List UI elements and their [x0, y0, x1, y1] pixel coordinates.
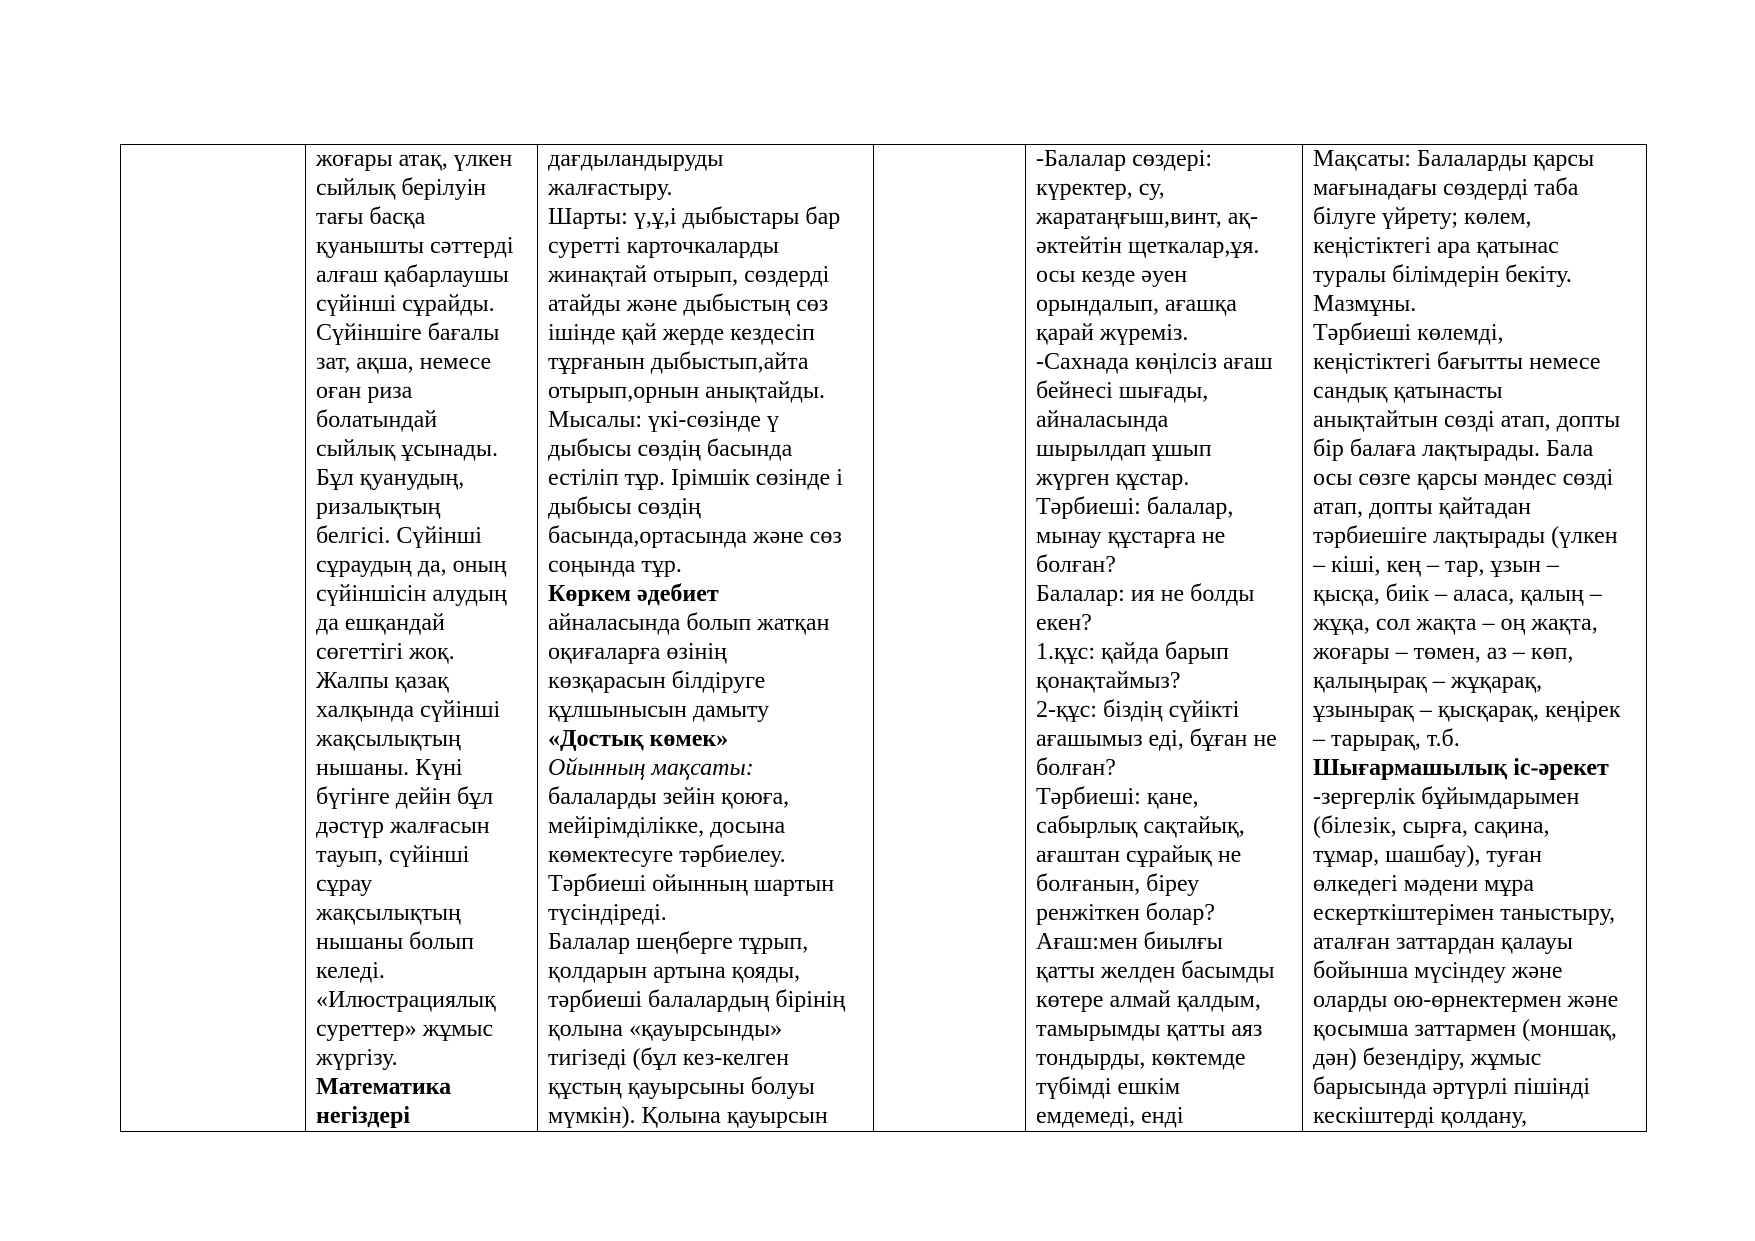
text-line: 1.құс: қайда барып [1036, 639, 1229, 665]
text-line: ағашымыз еді, бұған не [1036, 726, 1277, 752]
text-line: бойынша мүсіндеу және [1313, 958, 1563, 984]
text-line: барысында әртүрлі пішінді [1313, 1074, 1591, 1100]
text-line: келеді. [316, 958, 385, 984]
text-line: (білезік, сырға, сақина, [1313, 813, 1550, 839]
text-line: алғаш қабарлаушы [316, 262, 509, 288]
text-line: тауып, сүйінші [316, 842, 470, 868]
text-line: Мақсаты: Балаларды қарсы [1313, 146, 1595, 172]
text-line: Мысалы: үкі-сөзінде ү [548, 407, 779, 433]
text-line: ескерткіштерімен таныстыру, [1313, 900, 1616, 926]
text-line: сұрау [316, 871, 373, 897]
text-line: дыбысы сөздің басында [548, 436, 793, 462]
table-cell-col-1 [121, 145, 306, 1132]
text-line: ұзынырақ – қысқарақ, кеңірек [1313, 697, 1621, 723]
text-line: сөгеттігі жоқ. [316, 639, 455, 665]
text-line: естіліп тұр. Ірімшік сөзінде і [548, 465, 843, 491]
text-line: отырып,орнын анықтайды. [548, 378, 825, 404]
text-line: орындалып, ағашқа [1036, 291, 1237, 317]
text-line: жүрген құстар. [1036, 465, 1190, 491]
text-line: соңында тұр. [548, 552, 682, 578]
text-line: атап, допты қайтадан [1313, 494, 1531, 520]
text-line: сұраудың да, оның [316, 552, 507, 578]
text-line: сүйіншісін алудың [316, 581, 507, 607]
text-line: тәрбиешіге лақтырады (үлкен [1313, 523, 1618, 549]
text-line: дәстүр жалғасын [316, 813, 490, 839]
text-line: болған? [1036, 552, 1116, 578]
text-line: мағынадағы сөздерді таба [1313, 175, 1579, 201]
text-line: ағаштан сұрайық не [1036, 842, 1242, 868]
text-line: туралы білімдерін бекіту. [1313, 262, 1572, 288]
text-line: қатты желден басымды [1036, 958, 1275, 984]
text-line: сандық қатынасты [1313, 378, 1503, 404]
text-line: тәрбиеші балалардың бірінің [548, 987, 846, 1013]
text-line: халқында сүйінші [316, 697, 501, 723]
section-heading: «Достық көмек» [548, 726, 729, 752]
text-line: басында,ортасында және сөз [548, 523, 842, 549]
text-line: Балалар: ия не болды [1036, 581, 1255, 607]
text-line: құлшынысын дамыту [548, 697, 770, 723]
text-line: тұрғанын дыбыстып,айта [548, 349, 809, 375]
text-line: сүйінші сұрайды. [316, 291, 495, 317]
text-line: өлкедегі мәдени мұра [1313, 871, 1534, 897]
section-heading: негіздері [316, 1103, 411, 1129]
text-line: – тарырақ, т.б. [1313, 726, 1460, 752]
table-cell-col-5 [1026, 145, 1303, 1132]
text-line: Шарты: ү,ұ,і дыбыстары бар [548, 204, 841, 230]
text-line: әктейтін щеткалар,ұя. [1036, 233, 1260, 259]
text-line: құстың қауырсыны болуы [548, 1074, 815, 1100]
text-line: ренжіткен болар? [1036, 900, 1215, 926]
section-heading: Математика [316, 1074, 452, 1100]
text-line: сыйлық берілуін [316, 175, 487, 201]
text-line: білуге үйрету; көлем, [1313, 204, 1532, 230]
table-cell-col-4 [874, 145, 1026, 1132]
text-line: «Илюстрациялық [316, 987, 496, 1013]
text-line: жалғастыру. [548, 175, 673, 201]
text-line: айналасында [1036, 407, 1169, 433]
text-line: қарай жүреміз. [1036, 320, 1189, 346]
text-line: екен? [1036, 610, 1092, 636]
section-heading: Көркем әдебиет [548, 581, 719, 607]
text-line: қолдарын артына қояды, [548, 958, 801, 984]
text-line: емдемеді, енді [1036, 1103, 1184, 1129]
text-line: түсіндіреді. [548, 900, 667, 926]
text-line: 2-құс: біздің сүйікті [1036, 697, 1240, 723]
text-line: суреттер» жұмыс [316, 1016, 494, 1042]
text-line: күректер, су, [1036, 175, 1165, 201]
text-line: суретті карточкаларды [548, 233, 779, 259]
text-line: шырылдап ұшып [1036, 436, 1212, 462]
text-line: ризалықтың [316, 494, 441, 520]
text-line: дән) безендіру, жұмыс [1313, 1045, 1542, 1071]
text-line: осы сөзге қарсы мәндес сөзді [1313, 465, 1614, 491]
text-line: көтере алмай қалдым, [1036, 987, 1261, 1013]
text-line: тигізеді (бұл кез-келген [548, 1045, 789, 1071]
text-line: жұқа, сол жақта – оң жақта, [1313, 610, 1598, 636]
text-line: түбімді ешкім [1036, 1074, 1181, 1100]
text-line: осы кезде әуен [1036, 262, 1188, 288]
text-line: жүргізу. [316, 1045, 398, 1071]
text-line: жоғары – төмен, аз – көп, [1313, 639, 1574, 665]
text-line: Тәрбиеші: қане, [1036, 784, 1199, 810]
text-line: Сүйіншіге бағалы [316, 320, 500, 346]
text-line: жинақтай отырып, сөздерді [548, 262, 830, 288]
text-line: кеңістіктегі ара қатынас [1313, 233, 1559, 259]
text-line: мейірімділікке, досына [548, 813, 786, 839]
text-line: – кіші, кең – тар, ұзын – [1313, 552, 1559, 578]
text-line: Ағаш:мен биылғы [1036, 929, 1223, 955]
text-line: дыбысы сөздің [548, 494, 701, 520]
text-line: қонақтаймыз? [1036, 668, 1181, 694]
text-line: тамырымды қатты аяз [1036, 1016, 1263, 1042]
text-line: қалыңырақ – жұқарақ, [1313, 668, 1543, 694]
text-line: кеңістіктегі бағытты немесе [1313, 349, 1601, 375]
text-line: аталған заттардан қалауы [1313, 929, 1573, 955]
text-line: Бұл қуанудың, [316, 465, 465, 491]
table-cell-col-3 [538, 145, 874, 1132]
text-line: нышаны. Күні [316, 755, 463, 781]
text-line: бейнесі шығады, [1036, 378, 1209, 404]
text-line: қысқа, биік – аласа, қалың – [1313, 581, 1602, 607]
text-line: көмектесуге тәрбиелеу. [548, 842, 786, 868]
text-line: болғанын, біреу [1036, 871, 1200, 897]
text-line: атайды және дыбыстың сөз [548, 291, 829, 317]
table-row [121, 145, 1647, 1132]
table-cell-col-6 [1303, 145, 1647, 1132]
text-line: -зергерлік бұйымдарымен [1313, 784, 1580, 810]
text-line: көзқарасын білдіруге [548, 668, 766, 694]
text-line: белгісі. Сүйінші [316, 523, 482, 549]
text-line: қуанышты сәттерді [316, 233, 514, 259]
text-line: сабырлық сақтайық, [1036, 813, 1245, 839]
text-line: қолына «қауырсынды» [548, 1016, 783, 1042]
text-line: нышаны болып [316, 929, 474, 955]
text-line: оқиғаларға өзінің [548, 639, 727, 665]
text-line: тағы басқа [316, 204, 426, 230]
text-line: жақсылықтың [316, 726, 461, 752]
text-line: бір балаға лақтырады. Бала [1313, 436, 1594, 462]
italic-label: Ойынның мақсаты: [548, 755, 754, 781]
text-line: анықтайтын сөзді атап, допты [1313, 407, 1621, 433]
text-line: -Сахнада көңілсіз ағаш [1036, 349, 1273, 375]
text-line: айналасында болып жатқан [548, 610, 830, 636]
text-line: -Балалар сөздері: [1036, 146, 1213, 172]
text-line: жоғары атақ, үлкен [316, 146, 513, 172]
text-line: болатындай [316, 407, 438, 433]
text-line: болған? [1036, 755, 1116, 781]
text-line: мүмкін). Қолына қауырсын [548, 1103, 828, 1129]
table-cell-col-2 [306, 145, 538, 1132]
text-line: бүгінге дейін бұл [316, 784, 494, 810]
text-line: Тәрбиеші: балалар, [1036, 494, 1234, 520]
section-heading: Шығармашылық іс-әрекет [1313, 755, 1609, 781]
text-line: жақсылықтың [316, 900, 461, 926]
text-line: тұмар, шашбау), туған [1313, 842, 1542, 868]
text-line: ішінде қай жерде кездесіп [548, 320, 815, 346]
text-line: мынау құстарға не [1036, 523, 1226, 549]
text-line: қосымша заттармен (моншақ, [1313, 1016, 1617, 1042]
text-line: сыйлық ұсынады. [316, 436, 498, 462]
text-line: тондырды, көктемде [1036, 1045, 1246, 1071]
text-line: Тәрбиеші ойынның шартын [548, 871, 835, 897]
text-line: да ешқандай [316, 610, 445, 636]
text-line: дағдыландыруды [548, 146, 724, 172]
text-line: оған риза [316, 378, 413, 404]
text-line: зат, ақша, немесе [316, 349, 492, 375]
text-line: Мазмұны. [1313, 291, 1417, 317]
text-line: Тәрбиеші көлемді, [1313, 320, 1504, 346]
text-line: Жалпы қазақ [316, 668, 449, 694]
lesson-plan-table [120, 144, 1647, 1132]
text-line: оларды ою-өрнектермен және [1313, 987, 1619, 1013]
text-line: кескіштерді қолдану, [1313, 1103, 1528, 1129]
text-line: Балалар шеңберге тұрып, [548, 929, 809, 955]
text-line: балаларды зейін қоюға, [548, 784, 790, 810]
text-line: жаратаңғыш,винт, ақ- [1036, 204, 1258, 230]
